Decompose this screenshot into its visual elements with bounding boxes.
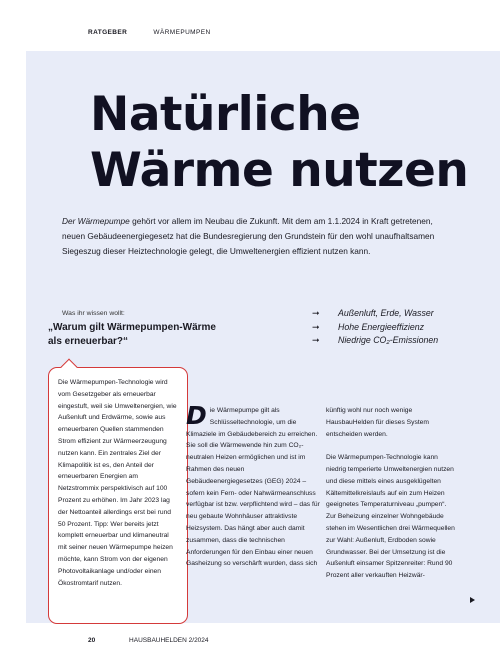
magazine-issue: HAUSBAUHELDEN 2/2024 xyxy=(129,637,209,644)
arrow-right-icon: ➞ xyxy=(312,335,320,345)
lead-text: gehört vor allem im Neubau die Zukunft. Mit dem am 1.1.2024 in Kraft getretenen, neuen Gebäudeenergiegesetz hat die Bundesregierung den Grundstein für den wohl unaufhaltsamen Siegeszug dieser Heiztechnologie gelegt, die Umweltenergien effizient nutzen kann. xyxy=(62,216,435,256)
running-header xyxy=(88,29,211,36)
answer-callout-box xyxy=(48,367,188,624)
arrow-right-icon: ➞ xyxy=(312,308,320,318)
speech-bubble-notch xyxy=(61,359,78,376)
key-point-text: Niedrige CO₂-Emissionen xyxy=(338,335,439,345)
body-column-1 xyxy=(186,401,320,582)
callout-text: Die Wärmepumpen-Technologie wird vom Gesetzgeber als erneuerbar eingestuft, weil sie Umweltenergien, wie Außenluft und Erdwärme, sowie aus erneuerbaren Quellen stammenden Strom effizient zur Wärmeerzeugung nutzen kann. Ein zentrales Ziel der Klimapolitik ist es, den Anteil der erneuerbaren Energien am Netzstrommix perspektivisch auf 100 Prozent zu erhöhen. Im Jahr 2023 lag der Nettoanteil allerdings erst bei rund 50 Prozent. Tipp: Wer bereits jetzt komplett erneuerbar und klimaneutral mit seiner neuen Wärmepumpe heizen möchte, kann Strom von der eigenen Photovoltaikanlage und/oder einen Ökostromtarif nutzen. xyxy=(58,379,177,587)
title-line-1: Natürliche xyxy=(90,87,361,142)
key-points-list xyxy=(312,307,438,348)
key-point xyxy=(312,321,438,335)
arrow-right-icon: ➞ xyxy=(312,321,320,332)
body-column-2 xyxy=(326,405,458,594)
body-text: ie Wärmepumpe gilt als Schlüsseltechnologie, um die Klimaziele im Gebäudebereich zu erreichen. Sie soll die Wärmewende hin zum CO₂-neutralen Heizen ermöglichen und ist im Rahmen des neuen Gebäudeenergiegesetzes (GEG) 2024 – sofern kein Fern- oder Nahwärmeanschluss verfügbar ist bzw. verpflichtend wird – das für neu gebaute Wohnhäuser attraktivste Heizsystem. Das hängt aber auch damit zusammen, dass die technischen Anforderungen für den Einbau einer neuen Gasheizung so verschärft wurden, dass sich xyxy=(186,407,320,568)
key-point xyxy=(312,307,438,321)
drop-cap: D xyxy=(186,401,207,430)
reader-question: „Warum gilt Wärmepumpen-Wärme als erneuerbar?“ xyxy=(48,322,216,347)
article-title xyxy=(90,87,468,199)
question-label: Was ihr wissen wollt: xyxy=(62,310,125,317)
page-footer xyxy=(88,637,209,644)
section-label: RATGEBER xyxy=(88,29,128,36)
body-paragraph: Die Wärmepumpen-Technologie kann niedrig temperierte Umweltenergien nutzen und diese mittels eines ausgeklügelten Kältemittelkreislaufs auf ein zum Heizen geeignetes Temperaturniveau „pumpen“. Zur Beheizung einzelner Wohngebäude stehen im Wesentlichen drei Wärmequellen zur Wahl: Außenluft, Erdboden sowie Grundwasser. Bei der Umsetzung ist die Außenluft einsamer Spitzenreiter: Rund 90 Prozent aller verkauften Heizwär- xyxy=(326,454,455,580)
key-point xyxy=(312,334,438,348)
topic-label: WÄRMEPUMPEN xyxy=(153,29,211,36)
page-number: 20 xyxy=(88,637,96,644)
key-point-text: Hohe Energieeffizienz xyxy=(338,321,425,332)
article-panel xyxy=(26,51,500,623)
lead-paragraph xyxy=(62,214,457,259)
key-point-text: Außenluft, Erde, Wasser xyxy=(338,308,434,318)
continue-arrow-icon xyxy=(470,597,475,603)
lead-emphasis: Der Wärmepumpe xyxy=(62,216,130,226)
body-paragraph: künftig wohl nur noch wenige HausbauHelden für dieses System entscheiden werden. xyxy=(326,407,429,438)
title-line-2: Wärme nutzen xyxy=(90,143,469,198)
body-paragraph xyxy=(186,401,320,570)
